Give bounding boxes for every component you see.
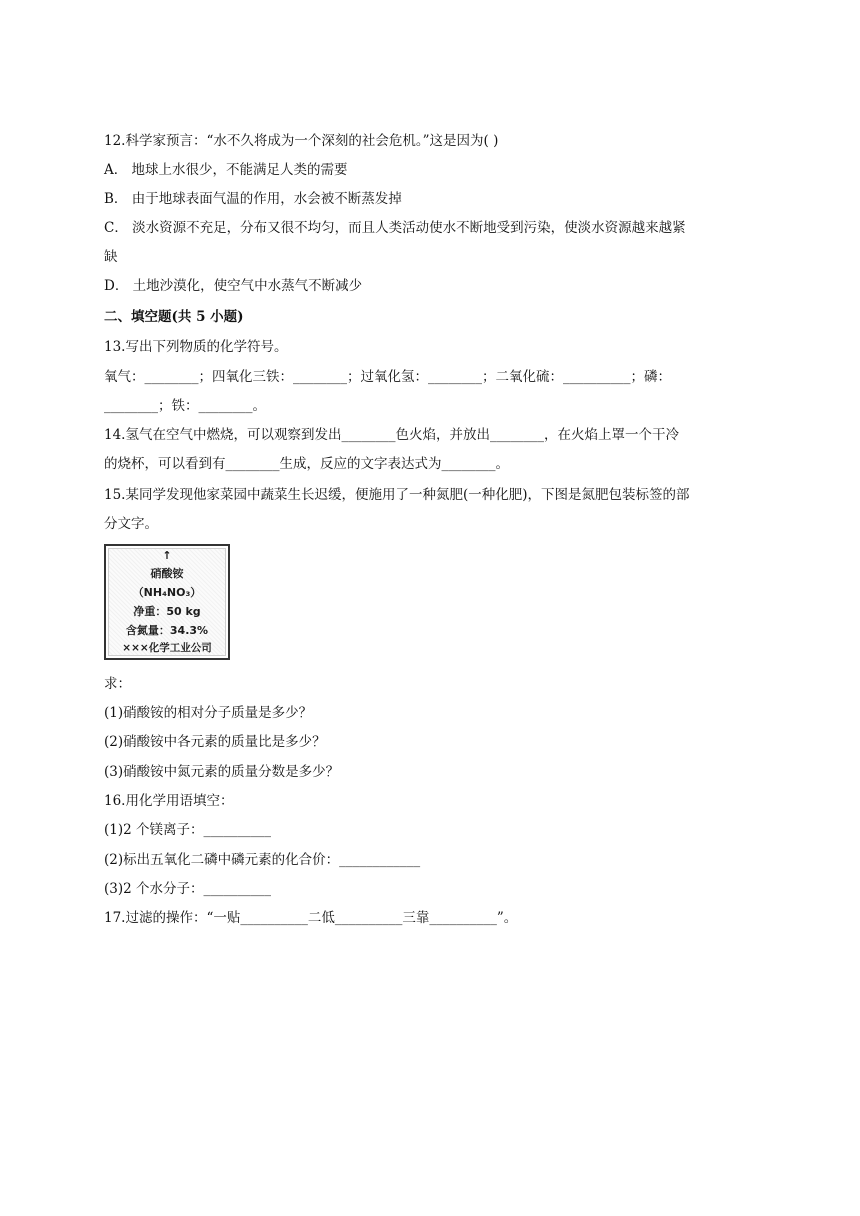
q14-line1: 14.氢气在空气中燃烧，可以观察到发出________色火焰，并放出________，在火焰上罩一个干冷	[104, 427, 679, 443]
q16-sub2: (2)标出五氧化二磷中磷元素的化合价：____________	[104, 852, 421, 868]
q15-line1: 15.某同学发现他家菜园中蔬菜生长迟缓，便施用了一种氮肥(一种化肥)，下图是氮肥包装标签的部	[104, 487, 690, 503]
q15-sub1: (1)硝酸铵的相对分子质量是多少？	[104, 705, 313, 721]
q13-line2: ________；铁：________。	[104, 398, 266, 414]
q13-line1: 氧气：________；四氧化三铁：________；过氧化氢：________；二氧化硫：__________；磷：	[104, 369, 671, 385]
q13-stem: 13.写出下列物质的化学符号。	[104, 339, 288, 355]
q12-option-c-line2: 缺	[104, 249, 118, 265]
q12-option-c-line1: C． 淡水资源不充足，分布又很不均匀，而且人类活动使水不断地受到污染，使淡水资源越来越紧	[104, 220, 686, 236]
q16-sub3: (3)2 个水分子：__________	[104, 881, 272, 897]
q12-option-b: B． 由于地球表面气温的作用，水会被不断蒸发掉	[104, 191, 402, 207]
q16-sub1: (1)2 个镁离子：__________	[104, 822, 272, 838]
q12-option-d: D． 土地沙漠化，使空气中水蒸气不断减少	[104, 278, 363, 294]
fertilizer-label-figure	[104, 544, 230, 660]
q12-stem: 12.科学家预言：“水不久将成为一个深刻的社会危机。”这是因为( )	[104, 133, 499, 149]
q15-line2: 分文字。	[104, 516, 158, 532]
label-company: ×××化学工业公司	[122, 642, 212, 654]
q15-sub2: (2)硝酸铵中各元素的质量比是多少？	[104, 734, 326, 750]
label-product-name: 硝酸铵	[150, 567, 184, 580]
q15-ask: 求：	[104, 676, 131, 692]
q12-option-a: A． 地球上水很少，不能满足人类的需要	[104, 162, 348, 178]
q16-stem: 16.用化学用语填空：	[104, 793, 234, 809]
label-nitrogen-content: 含氮量：34.3%	[125, 624, 209, 637]
label-net-weight: 净重：50 kg	[133, 605, 201, 618]
q17-stem: 17.过滤的操作：“一贴__________二低__________三靠__________”。	[104, 910, 518, 926]
q15-sub3: (3)硝酸铵中氮元素的质量分数是多少？	[104, 764, 340, 780]
label-formula: （NH₄NO₃）	[132, 586, 202, 599]
q14-line2: 的烧杯，可以看到有________生成，反应的文字表达式为________。	[104, 456, 509, 472]
section-heading: 二、填空题(共 5 小题)	[104, 309, 244, 325]
label-arrow-icon: ↑	[162, 549, 172, 562]
